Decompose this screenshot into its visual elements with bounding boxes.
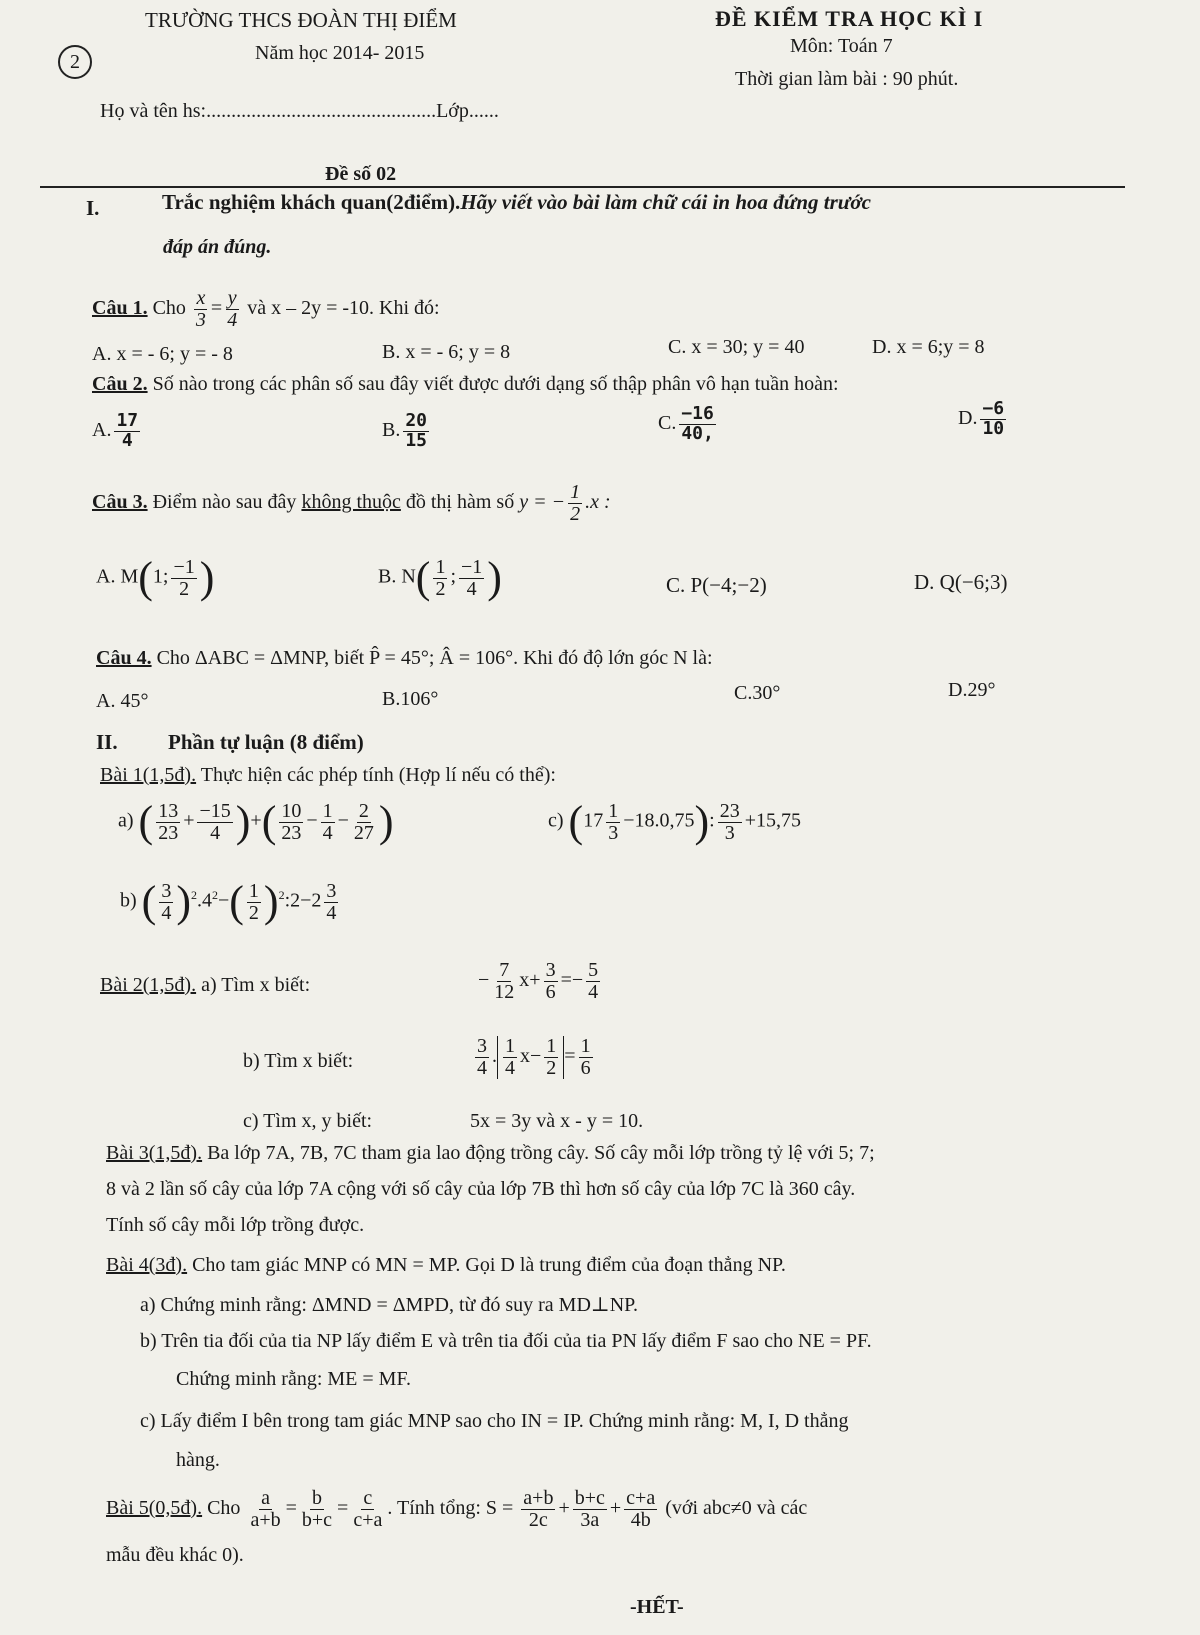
bai1-a-label: a) [118,809,134,832]
bai5-frac-c: $\frac{c}{c+a}$ [353,1487,383,1531]
q1-text-pre: Cho [152,297,186,320]
q2-option-a [92,412,143,451]
q3-option-b-label: B. N [378,565,416,588]
bai2-label: Bài 2(1,5đ). [100,974,197,996]
bai1-a: a) ( $\frac{13}{23}$ + $\frac{-15}{4}$ )+( $\frac{10}{23}$ − $\frac{1}{4}$ − $\frac{2}{27}$ ) [118,797,394,846]
bai2-c-expression: 5x = 3y và x - y = 10. [470,1110,644,1132]
bai5-post: (với abc≠0 và các [665,1497,808,1520]
q1-text-post: và x – 2y = -10. Khi đó: [247,297,440,320]
bai1-label: Bài 1(1,5đ). [100,764,197,786]
q4-label: Câu 4. [96,647,152,669]
q2-option-d [958,400,1009,439]
bai2-a-equation: − $\frac{7}{12}$ x+ $\frac{3}{6}$ =− $\frac{5}{4}$ [478,959,599,1003]
q4-option-d: D.29° [948,679,996,701]
q3-text-pre: Điểm nào sau đây [152,491,297,514]
q2-option-b-letter: B. [382,418,401,441]
bai4-intro [106,1254,786,1277]
bai2-c: c) Tìm x, y biết: [243,1110,373,1132]
bai4-c1: c) Lấy điểm I bên trong tam giác MNP sao cho IN = IP. Chứng minh rằng: M, I, D thẳng [140,1410,849,1432]
q2-option-a-letter: A. [92,418,112,441]
bai4-c2: hàng. [176,1449,220,1471]
bai2-b: b) Tìm x biết: [243,1050,354,1072]
q2-text: Số nào trong các phân số sau đây viết được dưới dạng số thập phân vô hạn tuần hoàn: [152,373,839,395]
bai3-line1 [106,1142,875,1165]
bai2-b-equation: $\frac{3}{4}$ . $\frac{1}{4}$ x− $\frac{1}{2}$ = $\frac{1}{6}$ [477,1035,591,1079]
q1-option-b: B. x = - 6; y = 8 [382,341,511,363]
bai2-a [100,974,310,997]
q2-option-c-letter: C. [658,411,677,434]
bai4-label: Bài 4(3đ). [106,1254,188,1276]
bai3-label: Bài 3(1,5đ). [106,1142,203,1164]
section1-instruction: Hãy viết vào bài làm chữ cái in hoa đứng trước [460,190,871,214]
q3-label: Câu 3. [92,491,148,514]
bai5-pre: Cho [207,1497,241,1520]
q3-function: y = − $\frac{1}{2}$ .x : [519,481,611,525]
q1-fraction-x: $\frac{x}{3}$ [195,287,206,331]
bai5-sum-frac-1: $\frac{a+b}{2c}$ [523,1487,554,1531]
school-name: TRƯỜNG THCS ĐOÀN THỊ ĐIỂM [145,8,457,32]
school-year: Năm học 2014- 2015 [255,42,425,64]
end-marker: -HẾT- [630,1596,684,1618]
q2-option-c [658,405,719,444]
q2-option-a-fraction: $\frac{17}{4}$ [116,410,139,451]
q2-option-d-letter: D. [958,406,978,429]
q2-option-d-fraction: $\frac{-6}{10}$ [982,398,1005,439]
bai1-b-label: b) [120,889,137,912]
page-number-badge: 2 [58,45,92,79]
section1-heading [162,190,871,215]
bai4-intro-text: Cho tam giác MNP có MN = MP. Gọi D là trung điểm của đoạn thẳng NP. [192,1254,786,1276]
bai5-mid: . Tính tổng: S = [387,1497,514,1520]
section2-title: Phần tự luận (8 điểm) [168,730,364,754]
q4-option-a: A. 45° [96,690,149,712]
q3-text-post: đồ thị hàm số [405,491,515,514]
q1-fraction-y: $\frac{y}{4}$ [227,287,238,331]
section2-number: II. [96,730,118,754]
q2-option-b [382,412,432,451]
bai5-line2: mẫu đều khác 0). [106,1544,244,1566]
q3-option-a-label: A. M [96,565,139,588]
q3-option-d: D. Q(−6;3) [914,570,1008,594]
bai3-line3: Tính số cây mỗi lớp trồng được. [106,1214,365,1236]
bai1-line [100,764,556,787]
q4-option-c: C.30° [734,682,781,704]
q3-option-b: B. N( $\frac{1}{2}$ ; $\frac{-1}{4}$ ) [378,553,502,602]
q2-option-b-fraction: $\frac{20}{15}$ [405,410,428,451]
bai1-c-label: c) [548,809,564,832]
q2-option-c-fraction: $\frac{-16}{40,}$ [681,403,714,444]
q1-label: Câu 1. [92,297,148,320]
bai5-sum-frac-3: $\frac{c+a}{4b}$ [626,1487,656,1531]
q1-option-a: A. x = - 6; y = - 8 [92,343,233,365]
bai5-sum-frac-2: $\frac{b+c}{3a}$ [574,1487,605,1531]
student-name-line: Họ và tên hs:..............................................Lớp...... [100,100,499,122]
q4-line [96,647,713,670]
bai4-b1: b) Trên tia đối của tia NP lấy điểm E và trên tia đối của tia PN lấy điểm F sao cho NE = PF. [140,1330,872,1352]
bai4-a: a) Chứng minh rằng: ΔMND = ΔMPD, từ đó suy ra MD⊥NP. [140,1294,639,1316]
q2-line [92,373,839,396]
q3-line [92,482,611,525]
bai5-frac-a: $\frac{a}{a+b}$ [250,1487,281,1531]
bai3-text-1: Ba lớp 7A, 7B, 7C tham gia lao động trồng cây. Số cây mỗi lớp trồng tỷ lệ với 5; 7; [207,1142,875,1164]
q2-label: Câu 2. [92,373,148,395]
section1-title: Trắc nghiệm khách quan(2điểm). [162,190,461,214]
q3-option-a: A. M(1; $\frac{-1}{2}$ ) [96,553,215,602]
subject: Môn: Toán 7 [790,35,893,57]
bai3-line2: 8 và 2 lần số cây của lớp 7A cộng với số cây của lớp 7B thì hơn số cây của lớp 7C là 360 cây. [106,1178,856,1200]
exam-code: Đề số 02 [325,163,397,185]
bai5-frac-b: $\frac{b}{b+c}$ [301,1487,333,1531]
bai2-a-text: a) Tìm x biết: [201,974,311,996]
q3-option-c: C. P(−4;−2) [666,573,767,597]
bai1-text: Thực hiện các phép tính (Hợp lí nếu có thể): [200,764,556,786]
q3-text-underlined: không thuộc [301,491,401,514]
bai5-label: Bài 5(0,5đ). [106,1497,203,1520]
q4-text: Cho ΔABC = ΔMNP, biết P̂ = 45°; Â = 106°. Khi đó độ lớn góc N là: [156,647,713,669]
bai5-line: Bài 5(0,5đ). Cho $\frac{a}{a+b}$ = $\frac{b}{b+c}$ = $\frac{c}{c+a}$ . Tính tổng: S = $\frac{a+b}{2c}$ + $\frac{b+c}{3a}$ + $\frac{c+a}{4b}$ (với abc≠0 và các [106,1487,808,1531]
section1-instruction-cont: đáp án đúng. [163,236,272,258]
bai4-b2: Chứng minh rằng: ME = MF. [176,1368,411,1390]
q4-option-b: B.106° [382,688,439,710]
bai1-c: c) (17 $\frac{1}{3}$ −18.0,75): $\frac{23}{3}$ +15,75 [548,797,801,846]
header-divider [40,186,1125,188]
q1-line: Câu 1. Cho $\frac{x}{3}$ = $\frac{y}{4}$ và x – 2y = -10. Khi đó: [92,287,440,331]
exam-duration: Thời gian làm bài : 90 phút. [735,68,959,90]
exam-title: ĐỀ KIỂM TRA HỌC KÌ I [715,6,984,31]
section1-number: I. [86,196,100,220]
q1-option-c: C. x = 30; y = 40 [668,336,805,358]
bai1-b: b) ( $\frac{3}{4}$ )$^2.4^2-$( $\frac{1}{2}$ )$^2$:2−2 $\frac{3}{4}$ [120,877,337,926]
q1-option-d: D. x = 6;y = 8 [872,336,985,358]
